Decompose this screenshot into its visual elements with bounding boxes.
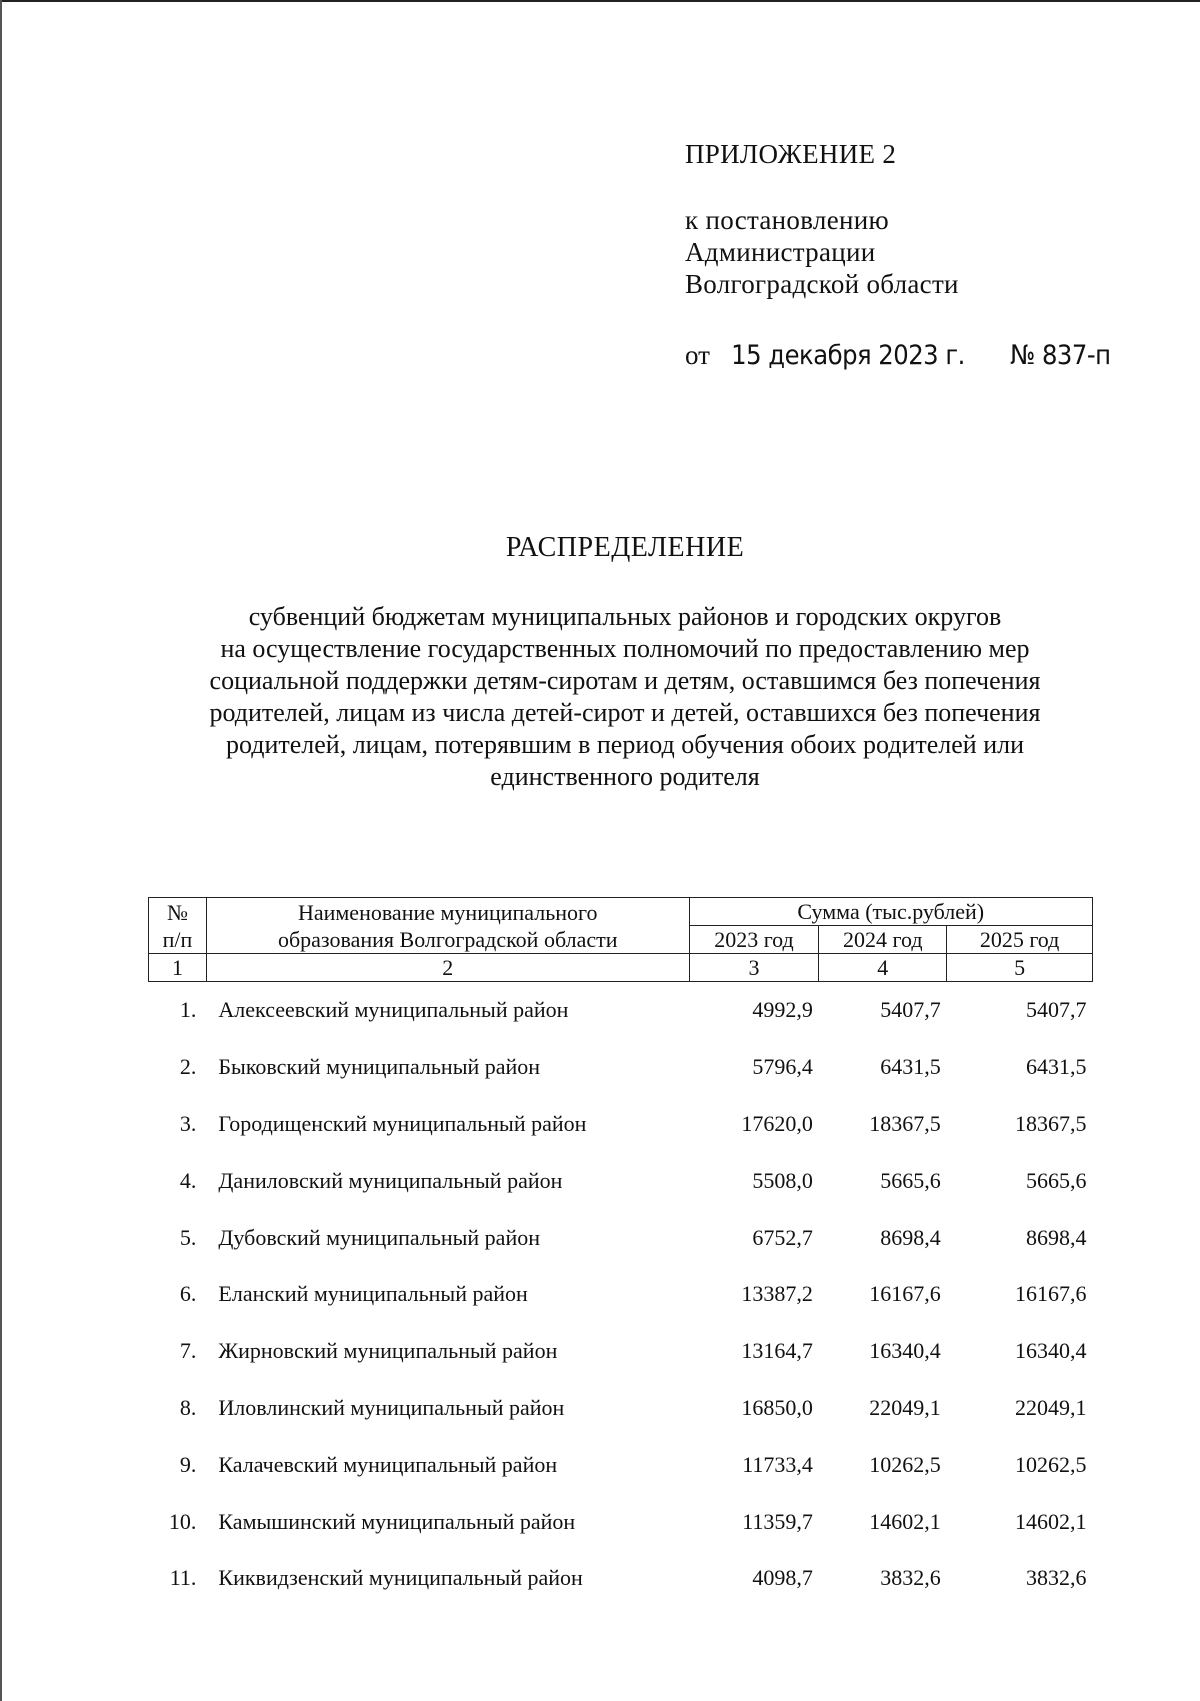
- table-row: [149, 1266, 1093, 1323]
- date-prefix: от: [685, 340, 710, 370]
- row-value-2023: 4992,9: [752, 997, 813, 1023]
- header-sum: Сумма (тыс.рублей): [689, 898, 1092, 926]
- table-row: [149, 1493, 1093, 1550]
- row-value-2024: 3832,6: [880, 1565, 941, 1591]
- row-municipality: Камышинский муниципальный район: [218, 1508, 576, 1534]
- row-value-2023: 16850,0: [741, 1394, 813, 1420]
- row-value-2025: 5665,6: [1026, 1167, 1087, 1193]
- row-municipality: Дубовский муниципальный район: [218, 1224, 540, 1250]
- page-top-edge: [0, 0, 1200, 2]
- row-municipality: Даниловский муниципальный район: [218, 1167, 563, 1193]
- row-value-2025: 14602,1: [1015, 1508, 1087, 1534]
- row-number: 10.: [168, 1508, 197, 1534]
- row-municipality: Городищенский муниципальный район: [218, 1110, 587, 1136]
- header-colnum-2: 2: [206, 954, 689, 982]
- row-number: 2.: [179, 1054, 197, 1080]
- row-value-2023: 13387,2: [741, 1281, 813, 1307]
- row-value-2023: 17620,0: [741, 1110, 813, 1136]
- page-left-edge: [0, 0, 2, 1701]
- row-number: 11.: [169, 1565, 197, 1591]
- header-colnum-4: 4: [819, 954, 947, 982]
- row-number: 8.: [179, 1394, 197, 1420]
- appendix-line-3: Волгоградской области: [685, 269, 959, 299]
- subtitle-line-5: родителей, лицам, потерявшим в период обучения обоих родителей или: [225, 730, 1025, 759]
- table-row: [149, 1380, 1093, 1437]
- row-value-2025: 10262,5: [1015, 1451, 1087, 1477]
- distribution-table: [148, 897, 1093, 1607]
- row-value-2024: 16340,4: [869, 1338, 941, 1364]
- table-row: [149, 1550, 1093, 1607]
- header-number: [149, 898, 207, 954]
- row-number: 4.: [179, 1167, 197, 1193]
- header-colnum-1: 1: [149, 954, 207, 982]
- decree-date: 15 декабря 2023 г.: [731, 340, 965, 371]
- row-municipality: Быковский муниципальный район: [218, 1054, 541, 1080]
- decree-number: № 837-п: [1010, 340, 1111, 371]
- subtitle-line-6: единственного родителя: [490, 762, 760, 791]
- row-value-2025: 22049,1: [1015, 1394, 1087, 1420]
- header-colnum-3: 3: [689, 954, 819, 982]
- row-number: 9.: [179, 1451, 197, 1477]
- row-municipality: Иловлинский муниципальный район: [218, 1394, 565, 1420]
- header-municipality-line-1: Наименование муниципального: [297, 899, 598, 925]
- row-value-2024: 5407,7: [880, 997, 941, 1023]
- subtitle-line-1: субвенций бюджетам муниципальных районов и городских округов: [248, 602, 1002, 631]
- row-number: 7.: [179, 1338, 197, 1364]
- header-number-line-1: №: [166, 899, 188, 925]
- appendix-line-1: к постановлению: [685, 205, 889, 235]
- row-value-2025: 16340,4: [1015, 1338, 1087, 1364]
- subtitle-line-2: на осуществление государственных полномочий по предоставлению мер: [220, 634, 1030, 663]
- table-row: [149, 1152, 1093, 1209]
- row-value-2024: 6431,5: [880, 1054, 941, 1080]
- row-value-2023: 11733,4: [742, 1451, 813, 1477]
- row-number: 6.: [179, 1281, 197, 1307]
- row-number: 1.: [179, 997, 197, 1023]
- row-value-2023: 6752,7: [752, 1224, 813, 1250]
- row-value-2025: 8698,4: [1026, 1224, 1087, 1250]
- table-row: [149, 1209, 1093, 1266]
- row-value-2024: 14602,1: [869, 1508, 941, 1534]
- row-value-2025: 5407,7: [1026, 997, 1087, 1023]
- header-municipality-line-2: образования Волгоградской области: [277, 926, 618, 952]
- row-municipality: Калачевский муниципальный район: [218, 1451, 558, 1477]
- row-number: 5.: [179, 1224, 197, 1250]
- header-colnum-5: 5: [947, 954, 1093, 982]
- row-value-2024: 10262,5: [869, 1451, 941, 1477]
- row-value-2025: 3832,6: [1026, 1565, 1087, 1591]
- row-value-2024: 22049,1: [869, 1394, 941, 1420]
- row-number: 3.: [179, 1110, 197, 1136]
- row-value-2025: 18367,5: [1015, 1110, 1087, 1136]
- row-value-2024: 8698,4: [880, 1224, 941, 1250]
- row-value-2023: 4098,7: [752, 1565, 813, 1591]
- decree-date-line: [685, 340, 1115, 371]
- row-value-2023: 11359,7: [742, 1508, 813, 1534]
- header-year-2024: 2024 год: [819, 926, 947, 954]
- table-row: [149, 1096, 1093, 1153]
- header-municipality: [206, 898, 689, 954]
- row-value-2024: 18367,5: [869, 1110, 941, 1136]
- header-year-2023: 2023 год: [689, 926, 819, 954]
- row-municipality: Еланский муниципальный район: [218, 1281, 528, 1307]
- row-value-2025: 16167,6: [1015, 1281, 1087, 1307]
- row-municipality: Алексеевский муниципальный район: [218, 997, 569, 1023]
- document-subtitle: [140, 601, 1110, 793]
- document-title: РАСПРЕДЕЛЕНИЕ: [505, 532, 745, 563]
- row-value-2023: 5796,4: [752, 1054, 813, 1080]
- subtitle-line-3: социальной поддержки детям-сиротам и детям, оставшимся без попечения: [209, 666, 1041, 695]
- appendix-title: ПРИЛОЖЕНИЕ 2: [685, 139, 897, 169]
- row-municipality: Жирновский муниципальный район: [218, 1338, 558, 1364]
- row-value-2024: 16167,6: [869, 1281, 941, 1307]
- row-municipality: Киквидзенский муниципальный район: [218, 1565, 583, 1591]
- appendix-reference: [685, 204, 959, 300]
- table-row: [149, 1323, 1093, 1380]
- header-year-2025: 2025 год: [947, 926, 1093, 954]
- row-value-2024: 5665,6: [880, 1167, 941, 1193]
- table-row: [149, 1436, 1093, 1493]
- subtitle-line-4: родителей, лицам из числа детей-сирот и детей, оставшихся без попечения: [209, 698, 1041, 727]
- row-value-2023: 13164,7: [741, 1338, 813, 1364]
- table-row: [149, 982, 1093, 1039]
- appendix-line-2: Администрации: [685, 237, 876, 267]
- row-value-2025: 6431,5: [1026, 1054, 1087, 1080]
- row-value-2023: 5508,0: [752, 1167, 813, 1193]
- header-number-line-2: п/п: [162, 926, 193, 952]
- appendix-block: [685, 138, 959, 300]
- table-row: [149, 1039, 1093, 1096]
